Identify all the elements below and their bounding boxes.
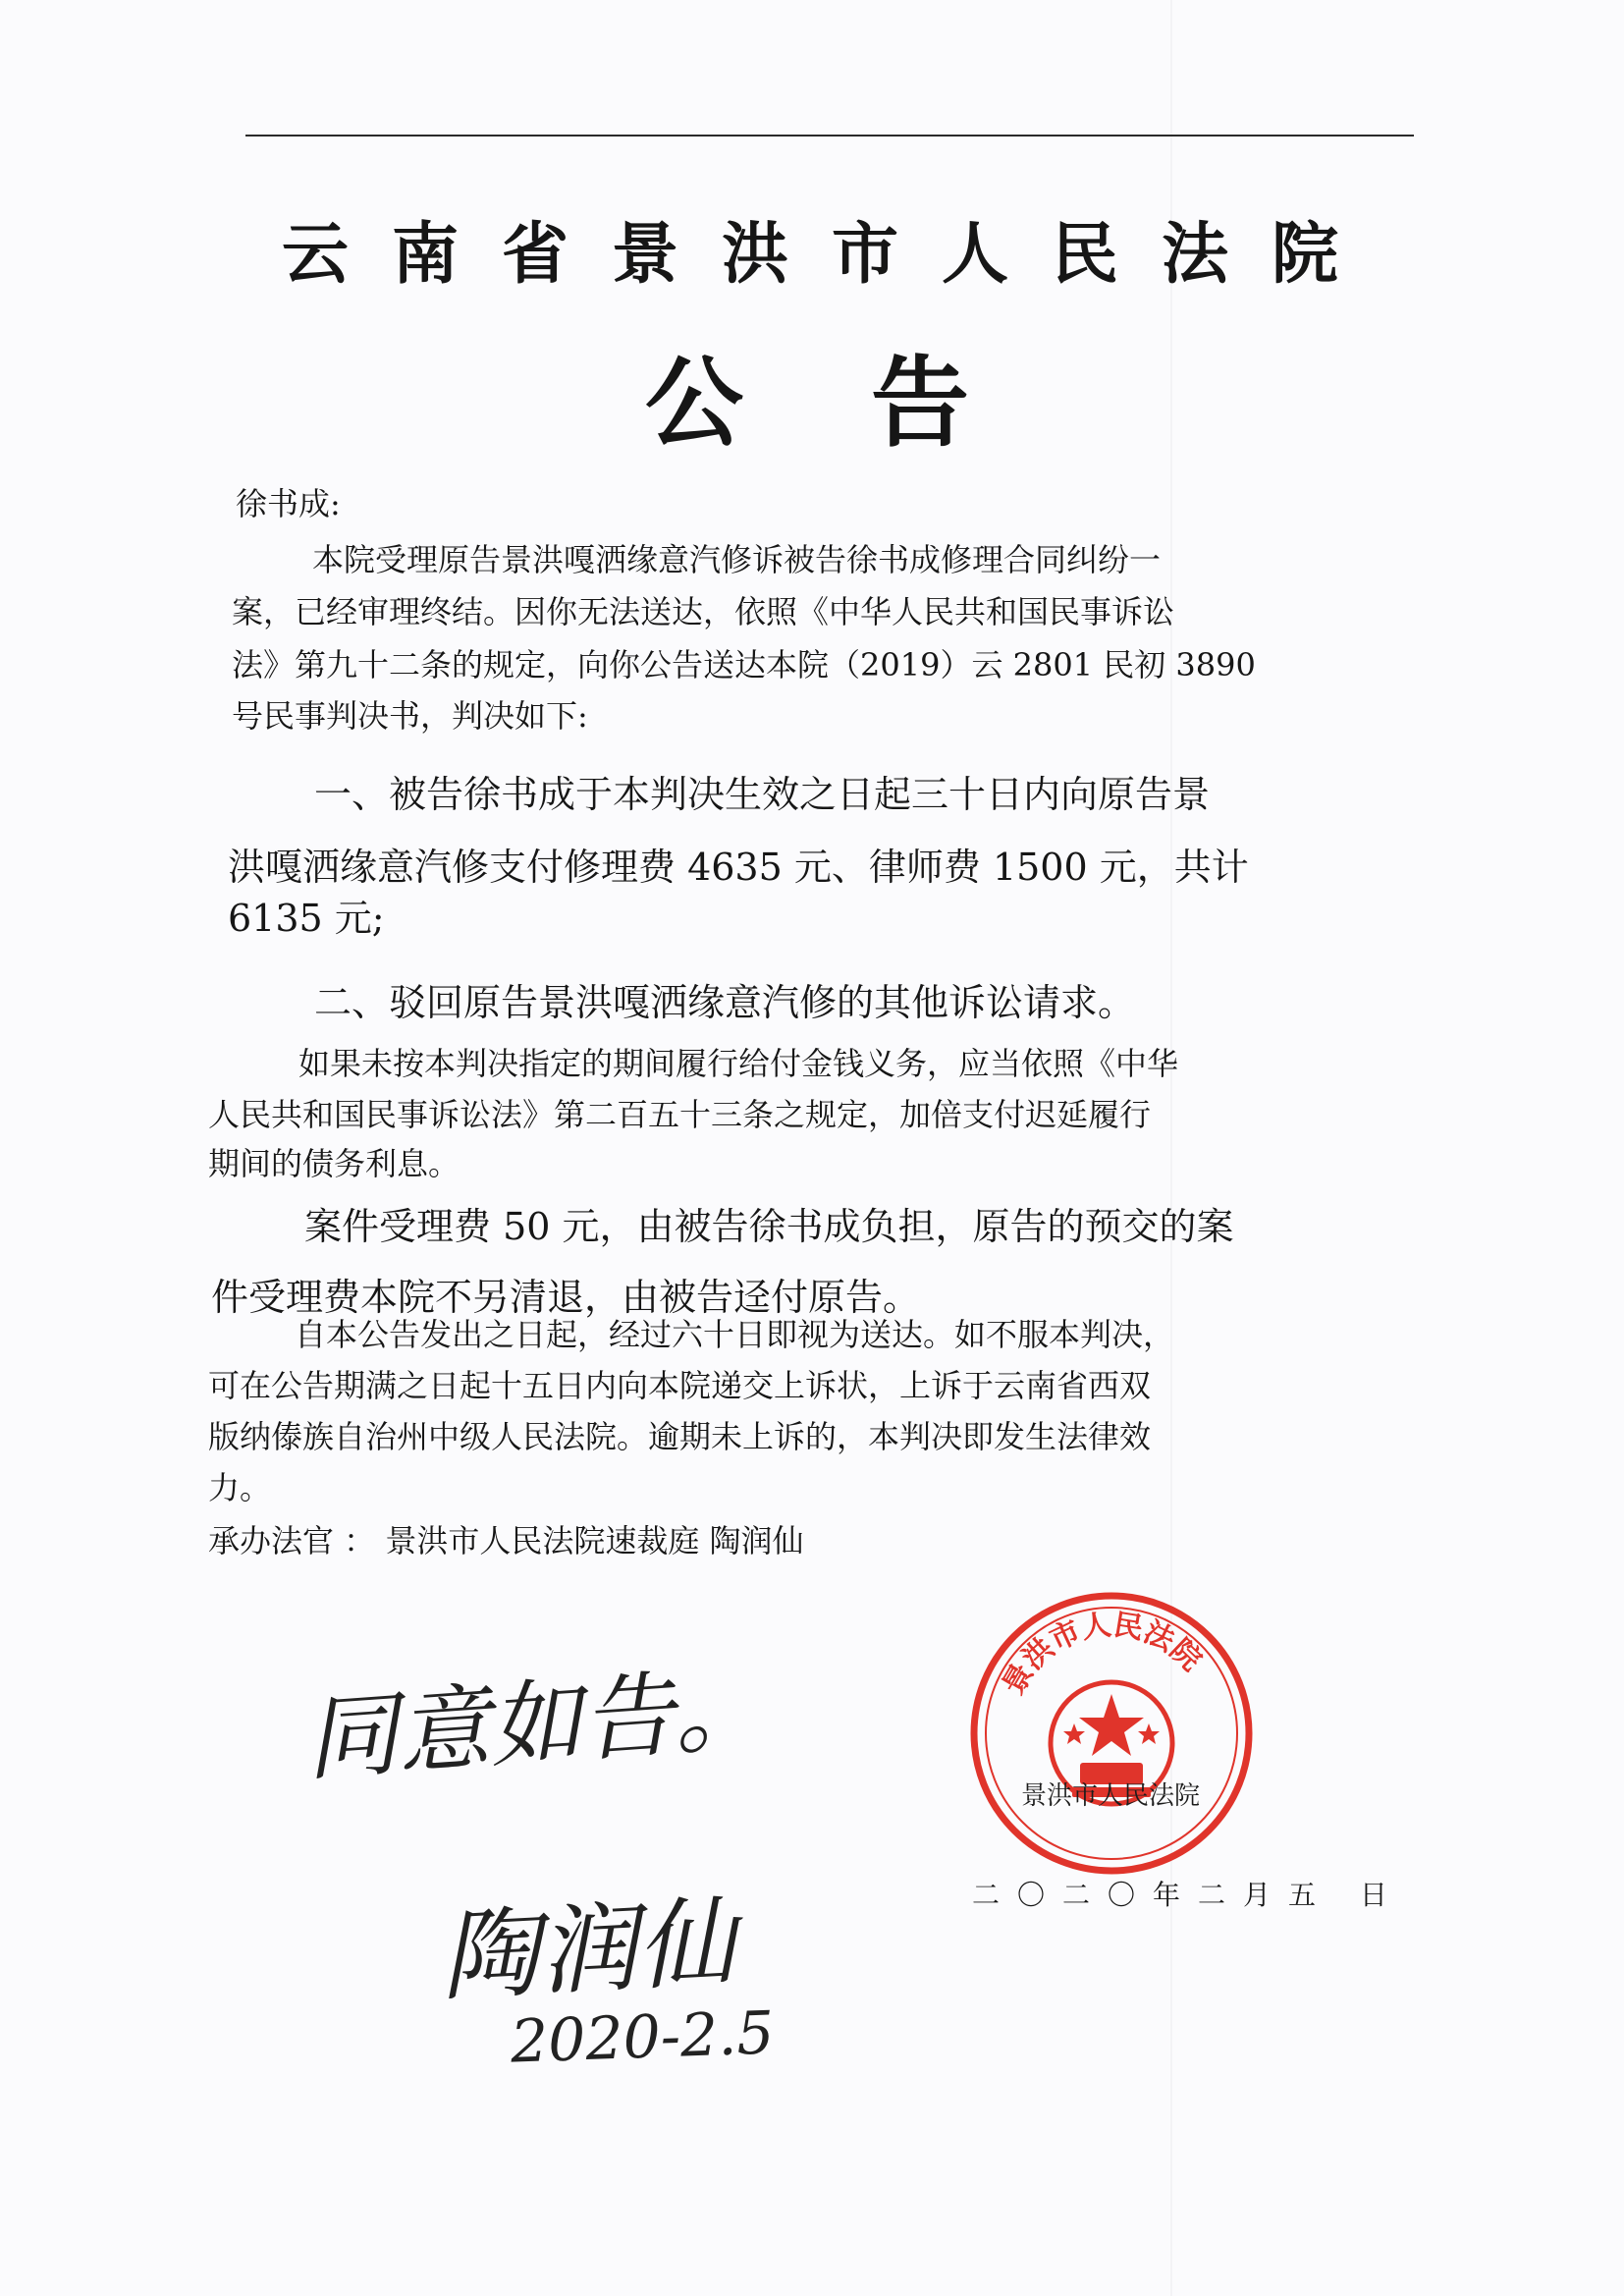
appeal-line: 力。 bbox=[208, 1469, 272, 1506]
intro-line: 法》第九十二条的规定，向你公告送达本院（2019）云 2801 民初 3890 bbox=[232, 646, 1256, 683]
court-seal bbox=[964, 1586, 1259, 1881]
judgment-line: 一、被告徐书成于本判决生效之日起三十日内向原告景 bbox=[314, 773, 1211, 816]
intro-line: 本院受理原告景洪嘎洒缘意汽修诉被告徐书成修理合同纠纷一 bbox=[312, 541, 1162, 578]
seal-label: 景洪市人民法院 bbox=[1021, 1781, 1201, 1811]
intro-line: 号民事判决书，判决如下: bbox=[232, 697, 588, 735]
fee-line: 件受理费本院不另清退，由被告迳付原告。 bbox=[211, 1276, 921, 1319]
delay-line: 期间的债务利息。 bbox=[208, 1145, 460, 1182]
seal-ring-text: 景洪市人民法院 bbox=[996, 1608, 1209, 1701]
issue-date: 二〇二〇年二月五 日 bbox=[972, 1879, 1405, 1911]
addressee: 徐书成: bbox=[236, 485, 341, 522]
appeal-line: 可在公告期满之日起十五日内向本院递交上诉状，上诉于云南省西双 bbox=[208, 1367, 1152, 1404]
judgment-line: 洪嘎洒缘意汽修支付修理费 4635 元、律师费 1500 元，共计 bbox=[228, 846, 1249, 889]
delay-line: 如果未按本判决指定的期间履行给付金钱义务，应当依照《中华 bbox=[298, 1045, 1179, 1082]
intro-line: 案，已经审理终结。因你无法送达，依照《中华人民共和国民事诉讼 bbox=[232, 593, 1175, 630]
judge-line: 承办法官 ： 景洪市人民法院速裁庭 陶润仙 bbox=[208, 1522, 804, 1559]
handwritten-signature: 陶润仙 bbox=[437, 1885, 738, 2015]
court-name: 云南省景洪市人民法院 bbox=[281, 216, 1381, 294]
handwritten-date: 2020-2.5 bbox=[509, 1998, 776, 2077]
appeal-line: 自本公告发出之日起，经过六十日即视为送达。如不服本判决， bbox=[295, 1316, 1175, 1353]
fee-line: 案件受理费 50 元，由被告徐书成负担，原告的预交的案 bbox=[304, 1205, 1234, 1248]
judgment-line: 6135 元; bbox=[228, 897, 385, 940]
appeal-line: 版纳傣族自治州中级人民法院。逾期未上诉的，本判决即发生法律效 bbox=[208, 1418, 1152, 1455]
header-rule bbox=[245, 135, 1414, 137]
document-title: 公告 bbox=[645, 346, 1097, 461]
judgment-line: 二、驳回原告景洪嘎洒缘意汽修的其他诉讼请求。 bbox=[314, 981, 1136, 1024]
handwritten-approval: 同意如告。 bbox=[301, 1655, 770, 1795]
delay-line: 人民共和国民事诉讼法》第二百五十三条之规定，加倍支付迟延履行 bbox=[208, 1096, 1152, 1133]
